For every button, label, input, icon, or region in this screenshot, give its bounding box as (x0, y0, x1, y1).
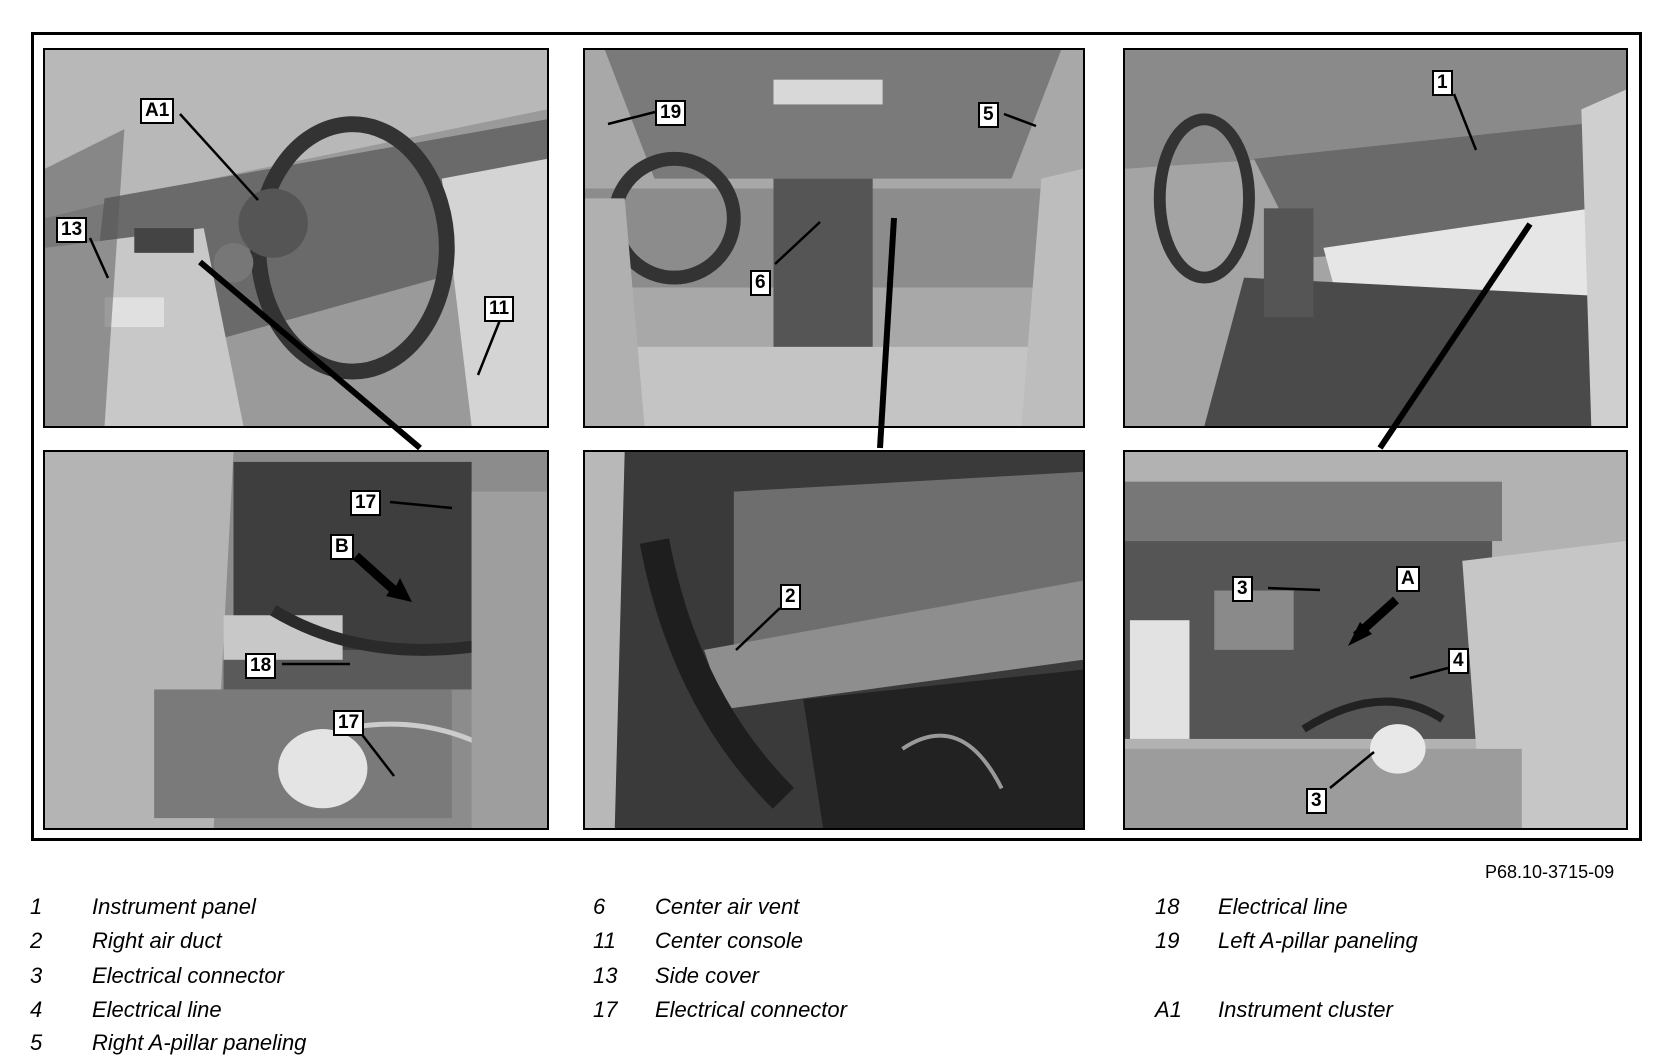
photo-right-footwell-detail (1123, 450, 1628, 830)
legend-num: 4 (30, 997, 43, 1022)
legend-num: 18 (1155, 894, 1180, 919)
legend-label: Instrument panel (92, 894, 256, 919)
legend-num: 1 (30, 894, 43, 919)
legend-num: 6 (593, 894, 606, 919)
legend-num: 2 (30, 928, 43, 953)
legend-label: Right A-pillar paneling (92, 1030, 307, 1055)
legend-num: A1 (1155, 997, 1182, 1022)
callout-1: 1 (1432, 70, 1453, 96)
photo-passenger-dashboard (1123, 48, 1628, 428)
photo-driver-dashboard (43, 48, 549, 428)
callout-2: 2 (780, 584, 801, 610)
callout-3-bottom: 3 (1306, 788, 1327, 814)
legend-label: Center console (655, 928, 803, 953)
callout-3-top: 3 (1232, 576, 1253, 602)
legend-num: 17 (593, 997, 618, 1022)
photo-left-footwell-detail (43, 450, 549, 830)
legend-num: 11 (593, 928, 616, 953)
photo-air-duct-detail (583, 450, 1085, 830)
callout-18: 18 (245, 653, 276, 679)
callout-a: A (1396, 566, 1420, 592)
figure-code: P68.10-3715-09 (1485, 862, 1615, 882)
callout-5: 5 (978, 102, 999, 128)
legend-label: Right air duct (92, 928, 222, 953)
callout-19: 19 (655, 100, 686, 126)
callout-b: B (330, 534, 354, 560)
callout-a1: A1 (140, 98, 174, 124)
legend-num: 19 (1155, 928, 1180, 953)
callout-17-bottom: 17 (333, 710, 364, 736)
legend-num: 5 (30, 1030, 43, 1055)
legend-label: Electrical connector (655, 997, 847, 1022)
legend-label: Center air vent (655, 894, 800, 919)
callout-11: 11 (484, 296, 514, 322)
legend-label: Side cover (655, 963, 759, 988)
callout-17-top: 17 (350, 490, 381, 516)
legend-label: Electrical line (1218, 894, 1348, 919)
callout-13: 13 (56, 217, 87, 243)
legend-num: 13 (593, 963, 618, 988)
legend-label: Instrument cluster (1218, 997, 1393, 1022)
legend-label: Left A-pillar paneling (1218, 928, 1418, 953)
callout-6: 6 (750, 270, 771, 296)
legend-num: 3 (30, 963, 43, 988)
callout-4: 4 (1448, 648, 1469, 674)
legend-label: Electrical line (92, 997, 222, 1022)
legend-label: Electrical connector (92, 963, 284, 988)
